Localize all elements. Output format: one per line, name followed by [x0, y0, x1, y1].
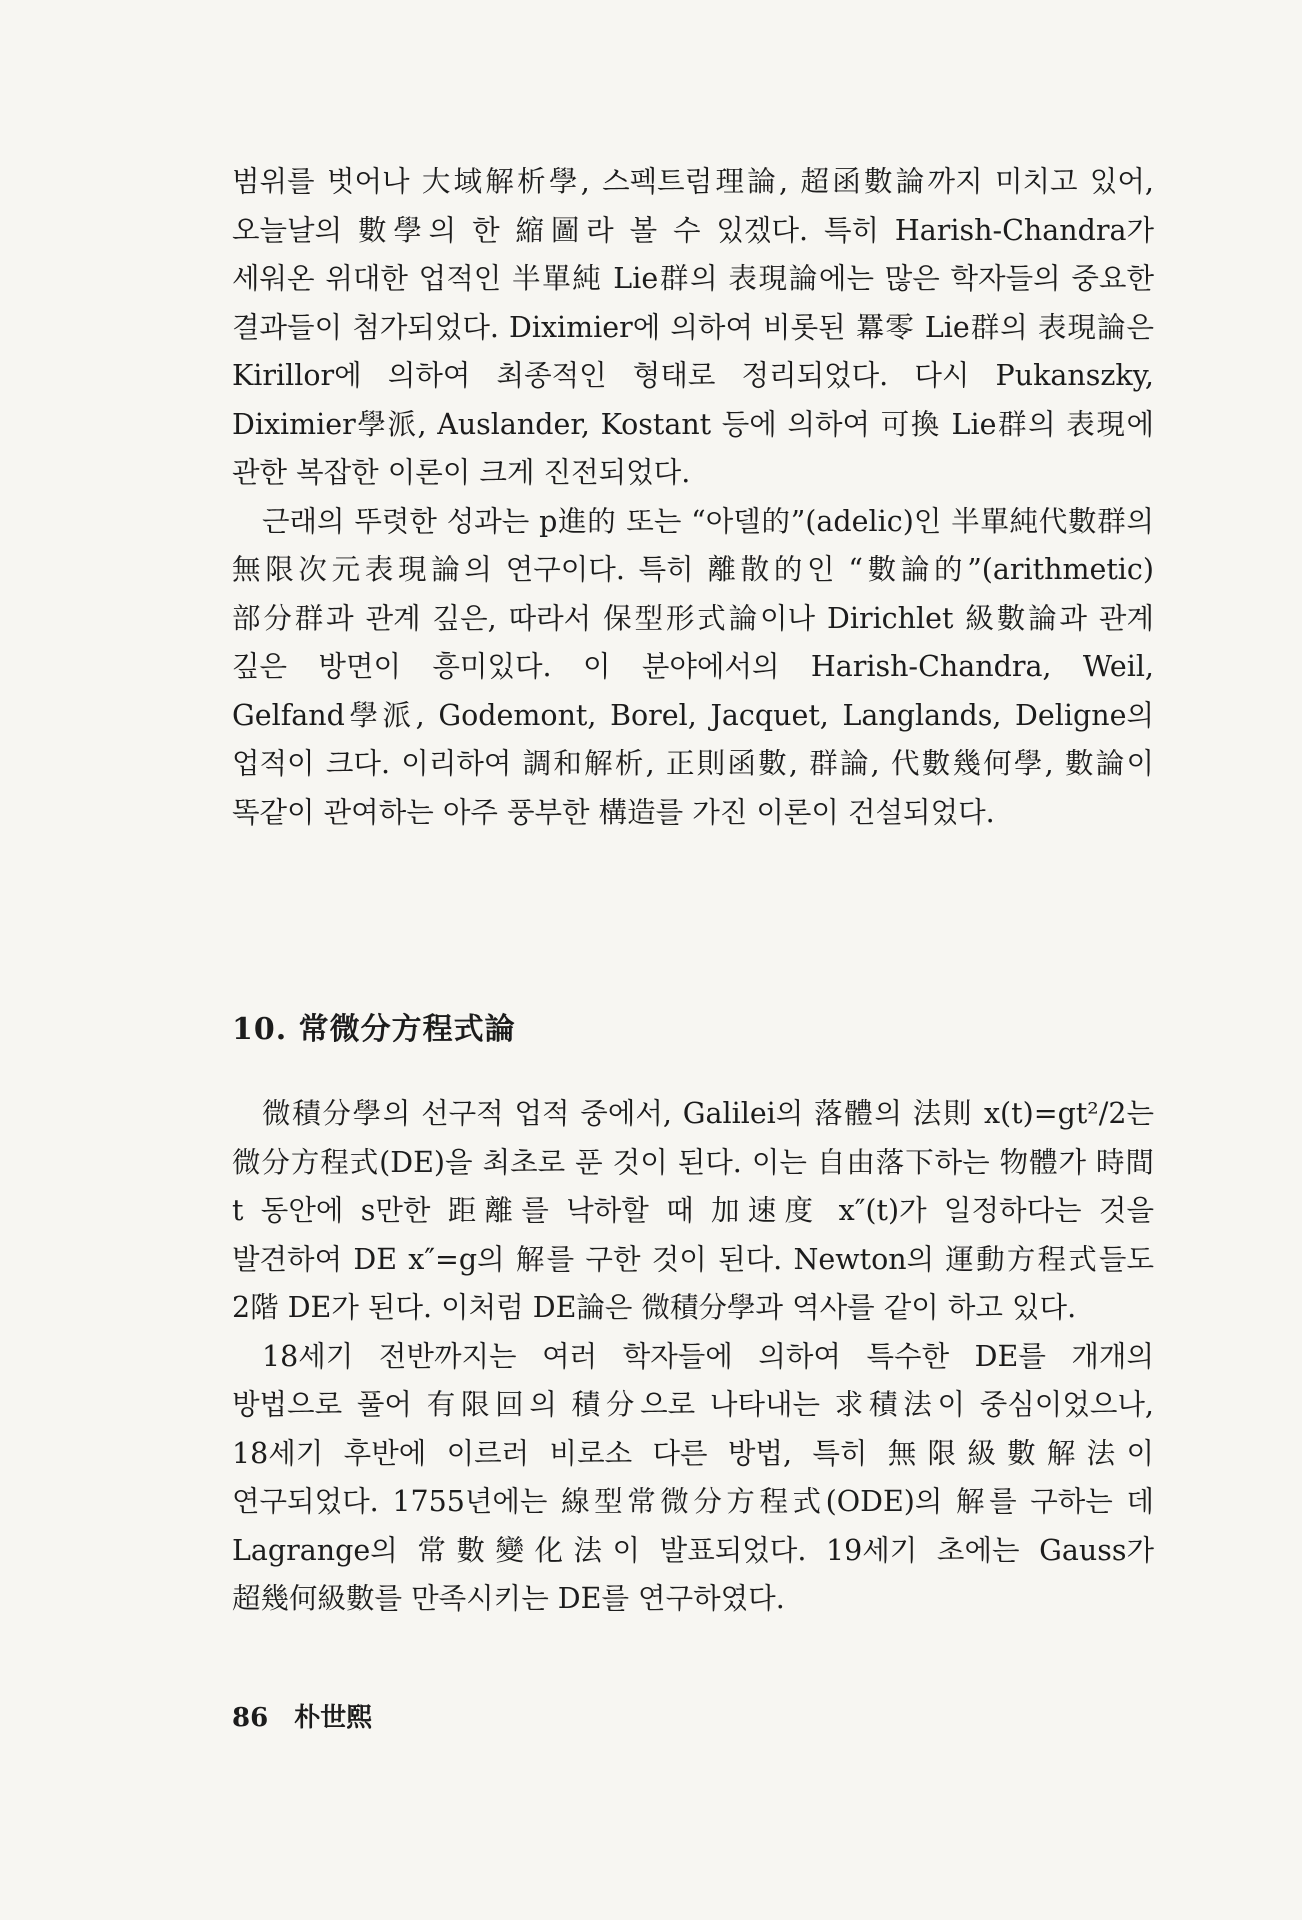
page-footer	[232, 1697, 398, 1734]
paragraph: 범위를 벗어나 大域解析學, 스펙트럼理論, 超函數論까지 미치고 있어, 오늘날의 數學의 한 縮圖라 볼 수 있겠다. 특히 Harish-Chandra가 세워온 위대한 업적인 半單純 Lie群의 表現論에는 많은 학자들의 중요한 결과들이 첨가되었다. Diximier에 의하여 비롯된 羃零 Lie群의 表現論은 Kirillor에 의하여 최종적인 형태로 정리되었다. 다시 Pukanszky, Diximier學派, Auslander, Kostant 등에 의하여 可換 Lie群의 表現에 관한 복잡한 이론이 크게 진전되었다.	[232, 165, 1154, 489]
section-heading: 10. 常微分方程式論	[232, 1012, 516, 1047]
author-name: 朴世熙	[294, 1703, 373, 1733]
section-1-text	[232, 158, 1154, 837]
section-2-text	[232, 1090, 1154, 1624]
paragraph: 18세기 전반까지는 여러 학자들에 의하여 특수한 DE를 개개의 방법으로 풀어 有限回의 積分으로 나타내는 求積法이 중심이었으나, 18세기 후반에 이르러 비로소 다른 방법, 특히 無限級數解法이 연구되었다. 1755년에는 線型常微分方程式(ODE)의 解를 구하는 데 Lagrange의 常數變化法이 발표되었다. 19세기 초에는 Gauss가 超幾何級數를 만족시키는 DE를 연구하였다.	[232, 1339, 1154, 1615]
paragraph: 微積分學의 선구적 업적 중에서, Galilei의 落體의 法則 x(t)=gt²/2는 微分方程式(DE)을 최초로 푼 것이 된다. 이는 自由落下하는 物體가 時間 t 동안에 s만한 距離를 낙하할 때 加速度 x″(t)가 일정하다는 것을 발견하여 DE x″=g의 解를 구한 것이 된다. Newton의 運動方程式들도 2階 DE가 된다. 이처럼 DE論은 微積分學과 역사를 같이 하고 있다.	[232, 1097, 1154, 1324]
paragraph: 근래의 뚜렷한 성과는 p進的 또는 “아델的”(adelic)인 半單純代數群의 無限次元表現論의 연구이다. 특히 離散的인 “數論的”(arithmetic) 部分群과 관계 깊은, 따라서 保型形式論이나 Dirichlet 級數論과 관계 깊은 방면이 흥미있다. 이 분야에서의 Harish-Chandra, Weil, Gelfand學派, Godemont, Borel, Jacquet, Langlands, Deligne의 업적이 크다. 이리하여 調和解析, 正則函數, 群論, 代數幾何學, 數論이 똑같이 관여하는 아주 풍부한 構造를 가진 이론이 건설되었다.	[232, 504, 1154, 829]
page-number: 86	[232, 1703, 269, 1733]
